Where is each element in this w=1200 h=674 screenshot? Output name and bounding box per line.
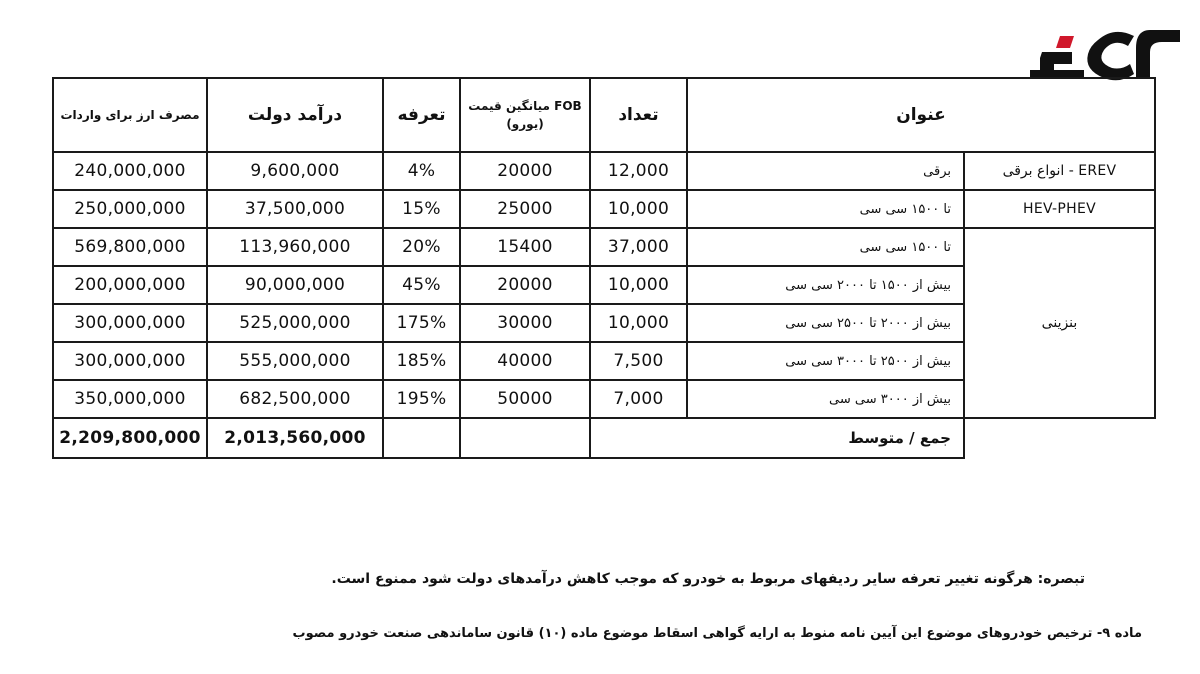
total-blank bbox=[964, 418, 1155, 458]
header-currency: مصرف ارز برای واردات bbox=[53, 78, 207, 152]
rokna-logo bbox=[1030, 22, 1185, 84]
header-count: تعداد bbox=[590, 78, 687, 152]
cell-revenue: 555,000,000 bbox=[207, 342, 383, 380]
cell-currency: 250,000,000 bbox=[53, 190, 207, 228]
header-fob: میانگین قیمت FOB (یورو) bbox=[460, 78, 590, 152]
total-tariff-empty bbox=[383, 418, 460, 458]
cell-tariff: 4% bbox=[383, 152, 460, 190]
table-row bbox=[53, 152, 1155, 190]
cell-desc: بیش از ۱۵۰۰ تا ۲۰۰۰ سی سی bbox=[687, 266, 964, 304]
cell-tariff: 175% bbox=[383, 304, 460, 342]
cell-fob: 20000 bbox=[460, 266, 590, 304]
cell-revenue: 113,960,000 bbox=[207, 228, 383, 266]
total-currency: 2,209,800,000 bbox=[53, 418, 207, 458]
total-label: جمع / متوسط bbox=[590, 418, 964, 458]
cell-desc: تا ۱۵۰۰ سی سی bbox=[687, 190, 964, 228]
cell-tariff: 15% bbox=[383, 190, 460, 228]
group-other: بنزینی bbox=[964, 228, 1155, 418]
cell-currency: 240,000,000 bbox=[53, 152, 207, 190]
cell-tariff: 185% bbox=[383, 342, 460, 380]
footnote-article-9: ماده ۹- ترخیص خودروهای موضوع این آیین نامه منوط به ارایه گواهی اسقاط موضوع ماده (۱۰) قانون ساماندهی صنعت خودرو مصوب bbox=[292, 626, 1142, 641]
total-revenue: 2,013,560,000 bbox=[207, 418, 383, 458]
footnote-tabsareh: تبصره: هرگونه تغییر تعرفه سایر ردیفهای مربوط به خودرو که موجب کاهش درآمدهای دولت شود ممنوع است. bbox=[331, 571, 1085, 587]
cell-currency: 350,000,000 bbox=[53, 380, 207, 418]
cell-desc: بیش از ۲۰۰۰ تا ۲۵۰۰ سی سی bbox=[687, 304, 964, 342]
cell-fob: 40000 bbox=[460, 342, 590, 380]
cell-tariff: 195% bbox=[383, 380, 460, 418]
header-revenue: درآمد دولت bbox=[207, 78, 383, 152]
cell-revenue: 9,600,000 bbox=[207, 152, 383, 190]
cell-fob: 50000 bbox=[460, 380, 590, 418]
cell-revenue: 37,500,000 bbox=[207, 190, 383, 228]
cell-fob: 25000 bbox=[460, 190, 590, 228]
cell-count: 10,000 bbox=[590, 304, 687, 342]
group-erev: انواع برقی - EREV bbox=[964, 152, 1155, 190]
cell-tariff: 45% bbox=[383, 266, 460, 304]
cell-count: 37,000 bbox=[590, 228, 687, 266]
cell-fob: 20000 bbox=[460, 152, 590, 190]
table-row bbox=[53, 228, 1155, 266]
header-tariff: تعرفه bbox=[383, 78, 460, 152]
cell-count: 7,500 bbox=[590, 342, 687, 380]
tariff-table bbox=[52, 77, 1156, 459]
cell-currency: 200,000,000 bbox=[53, 266, 207, 304]
header-title: عنوان bbox=[687, 78, 1155, 152]
header-row bbox=[53, 78, 1155, 152]
cell-revenue: 90,000,000 bbox=[207, 266, 383, 304]
table-row bbox=[53, 190, 1155, 228]
cell-fob: 15400 bbox=[460, 228, 590, 266]
cell-count: 7,000 bbox=[590, 380, 687, 418]
cell-count: 12,000 bbox=[590, 152, 687, 190]
cell-revenue: 525,000,000 bbox=[207, 304, 383, 342]
total-row bbox=[53, 418, 1155, 458]
total-fob-empty bbox=[460, 418, 590, 458]
cell-desc: بیش از ۲۵۰۰ تا ۳۰۰۰ سی سی bbox=[687, 342, 964, 380]
cell-tariff: 20% bbox=[383, 228, 460, 266]
cell-count: 10,000 bbox=[590, 266, 687, 304]
cell-desc: برقی bbox=[687, 152, 964, 190]
group-hev: HEV-PHEV bbox=[964, 190, 1155, 228]
cell-desc: بیش از ۳۰۰۰ سی سی bbox=[687, 380, 964, 418]
cell-currency: 569,800,000 bbox=[53, 228, 207, 266]
cell-count: 10,000 bbox=[590, 190, 687, 228]
cell-fob: 30000 bbox=[460, 304, 590, 342]
cell-currency: 300,000,000 bbox=[53, 304, 207, 342]
cell-revenue: 682,500,000 bbox=[207, 380, 383, 418]
cell-desc: تا ۱۵۰۰ سی سی bbox=[687, 228, 964, 266]
cell-currency: 300,000,000 bbox=[53, 342, 207, 380]
